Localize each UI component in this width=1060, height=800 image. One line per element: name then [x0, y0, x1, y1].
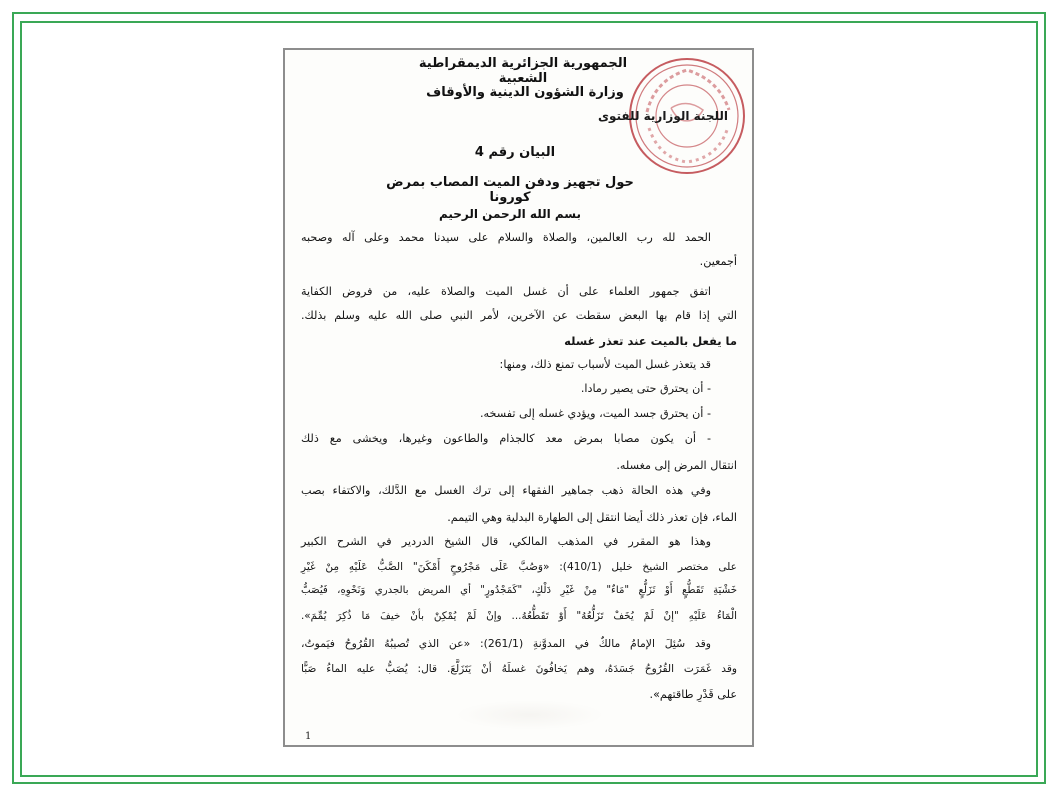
statement-number: البيان رقم 4 — [474, 145, 556, 160]
body-line: قد يتعذر غسل الميت لأسباب تمنع ذلك، ومنها: — [499, 358, 711, 371]
body-line: الماء، فإن تعذر ذلك أيضا انتقل إلى الطهارة البدلية وهي التيمم. — [447, 511, 737, 524]
body-line: وقد سُئِلَ الإمامُ مالكٌ في المدوَّنةِ (261/1): «عن الذي تُصيبُهُ القُرُوحُ فيَموتُ، — [301, 637, 712, 650]
body-line: وقد غَمَرَت القُرُوحُ جَسَدَهُ، وهم يَخافُونَ غسلَهُ أنْ يَتَزَلَّعَ. قال: يُصَبُّ عليه الماءُ صَبًّا — [301, 663, 737, 675]
body-line: التي إذا قام بها البعض سقطت عن الآخرين، لأمر النبي صلى الله عليه وسلم بذلك. — [301, 309, 737, 322]
body-line: الحمد لله رب العالمين، والصلاة والسلام على سيدنا محمد وعلى آله وصحبه — [301, 231, 711, 244]
body-line: الْمَاءُ عَلَيْهِ "إنْ لَمْ يُخَفْ تَزَلُّعُهُ" أَوْ تَقَطُّعُهُ... وإنْ لَمْ يُمْكِنْ بأنْ خيفَ مَا ذُكِرَ يُمِّمَ». — [301, 610, 737, 622]
list-item: - أن يكون مصابا بمرض معد كالجذام والطاعون وغيرها، ويخشى مع ذلك — [301, 432, 711, 445]
body-line: على مختصر الشيخ خليل (410/1): «وَصُبَّ عَلَى مَجْرُوحٍ أَمْكَنَ" الصَّبُّ عَلَيْهِ مِنْ غَيْرِ — [301, 561, 737, 573]
scan-smudge — [455, 700, 605, 730]
document-page — [283, 48, 754, 747]
body-line: انتقال المرض إلى مغسله. — [616, 459, 737, 472]
basmala: بسم الله الرحمن الرحيم — [438, 207, 582, 221]
republic-heading: الجمهورية الجزائرية الديمقراطية الشعبية — [418, 56, 628, 86]
body-line: على قَدْرِ طاقتهم». — [649, 688, 737, 701]
list-item: - أن يحترق حتى يصير رمادا. — [580, 382, 711, 395]
section-heading: ما يفعل بالميت عند تعذر غسله — [564, 334, 737, 348]
body-line: وفي هذه الحالة ذهب جماهير الفقهاء إلى ترك الغسل مع الدَّلك، والاكتفاء بصب — [301, 484, 711, 497]
body-line: اتفق جمهور العلماء على أن غسل الميت والصلاة عليه، من فروض الكفاية — [301, 285, 711, 298]
list-item: - أن يحترق جسد الميت، ويؤدي غسله إلى تفسخه. — [479, 407, 711, 420]
body-line: أجمعين. — [699, 255, 737, 268]
ministry-heading: وزارة الشؤون الدينية والأوقاف — [426, 85, 624, 100]
body-line: خَشْيَةِ تَقَطُّعٍ أَوْ تَزَلُّعٍ "مَاءٌ" مِنْ غَيْرِ دَلْكٍ، "كَمَجْدُورٍ" أي المريض بالجدري وَنَحْوِهِ، فَيُصَبُّ — [301, 585, 737, 596]
page-number: 1 — [305, 731, 312, 742]
committee-name: اللجنة الوزارية للفتوى — [597, 109, 728, 123]
statement-subject: حول تجهيز ودفن الميت المصاب بمرض كورونا — [386, 175, 634, 205]
body-line: وهذا هو المقرر في المذهب المالكي، قال الشيخ الدردير في الشرح الكبير — [301, 535, 711, 548]
